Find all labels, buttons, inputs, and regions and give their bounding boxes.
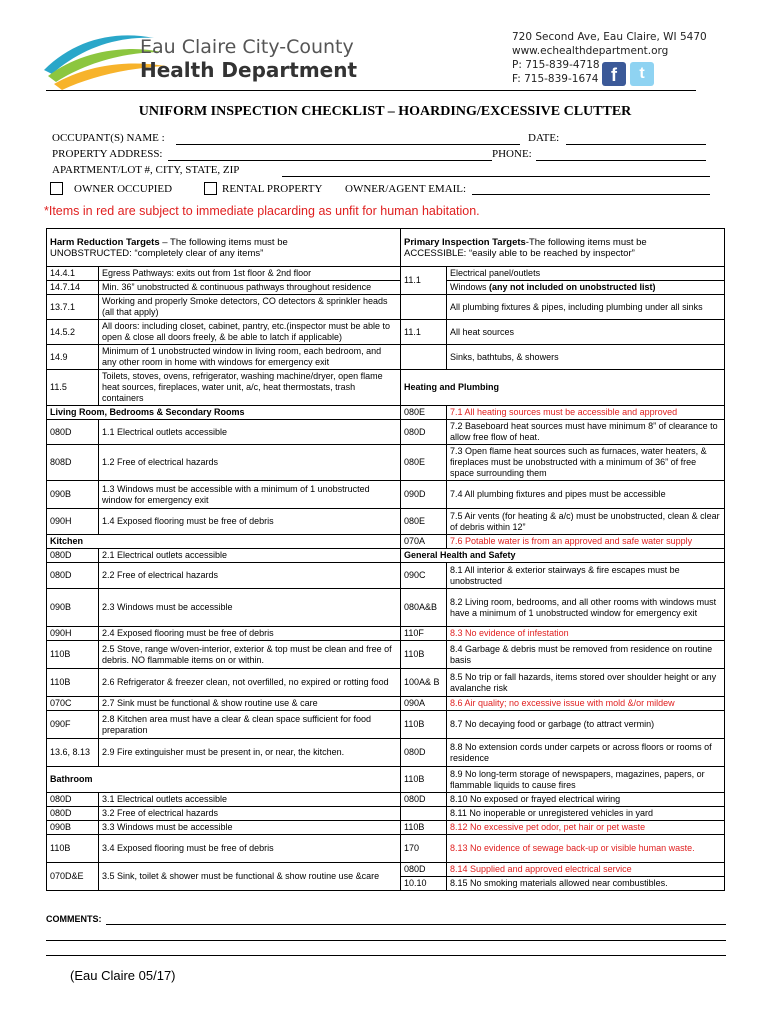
item-text: 8.15 No smoking materials allowed near combustibles.	[447, 877, 725, 891]
item-text: Toilets, stoves, ovens, refrigerator, washing machine/dryer, open flame heat sources, fireplaces, water unit, a/c, heat thermostats, trash containers	[99, 370, 401, 406]
owner-email-field[interactable]	[472, 194, 710, 195]
item-text: 8.13 No evidence of sewage back-up or visible human waste.	[447, 835, 725, 863]
harm-reduction-desc: – The following items must be	[159, 236, 288, 248]
item-code	[401, 345, 447, 370]
item-code: 13.6, 8.13	[47, 739, 99, 767]
phone-field[interactable]	[536, 160, 706, 161]
item-code: 110B	[47, 669, 99, 697]
kitchen-header: Kitchen	[47, 535, 401, 549]
comments-label: COMMENTS:	[46, 914, 102, 924]
property-address-field[interactable]	[168, 160, 492, 161]
item-text: 2.7 Sink must be functional & show routine use & care	[99, 697, 401, 711]
org-fax: F: 715-839-1674	[512, 73, 599, 85]
item-code: 080E	[401, 509, 447, 535]
item-code: 808D	[47, 445, 99, 481]
item-text: 8.12 No excessive pet odor, pet hair or pet waste	[447, 821, 725, 835]
item-code: 090H	[47, 509, 99, 535]
placard-warning: *Items in red are subject to immediate placarding as unfit for human habitation.	[44, 204, 480, 218]
form-version: (Eau Claire 05/17)	[70, 968, 176, 983]
item-code: 070A	[401, 535, 447, 549]
harm-reduction-sub: UNOBSTRUCTED: “completely clear of any items”	[50, 247, 264, 259]
item-code: 10.10	[401, 877, 447, 891]
item-text: 8.8 No extension cords under carpets or across floors or rooms of residence	[447, 739, 725, 767]
comments-line[interactable]	[46, 955, 726, 956]
item-code: 110F	[401, 627, 447, 641]
item-code: 090B	[47, 821, 99, 835]
org-name-line1: Eau Claire City-County	[140, 36, 354, 58]
primary-targets-sub: ACCESSIBLE: “easily able to be reached by inspector”	[404, 247, 635, 259]
item-text: 3.4 Exposed flooring must be free of debris	[99, 835, 401, 863]
item-code: 090B	[47, 589, 99, 627]
owner-email-label: OWNER/AGENT EMAIL:	[345, 183, 467, 195]
windows-note: (any not included on unobstructed list)	[489, 282, 656, 292]
item-text: All plumbing fixtures & pipes, including plumbing under all sinks	[447, 295, 725, 320]
primary-targets-desc: -The following items must be	[525, 236, 647, 248]
item-text: Electrical panel/outlets	[447, 267, 725, 281]
item-text	[447, 281, 725, 295]
item-text: 2.2 Free of electrical hazards	[99, 563, 401, 589]
item-code: 14.9	[47, 345, 99, 370]
item-code: 11.5	[47, 370, 99, 406]
item-text: 8.10 No exposed or frayed electrical wiring	[447, 793, 725, 807]
item-text: 8.7 No decaying food or garbage (to attract vermin)	[447, 711, 725, 739]
item-text: 8.9 No long-term storage of newspapers, magazines, papers, or flammable liquids to cause fires	[447, 767, 725, 793]
org-website[interactable]: www.echealthdepartment.org	[512, 45, 669, 57]
item-code: 080D	[47, 793, 99, 807]
header-divider	[46, 90, 696, 91]
item-text: Min. 36” unobstructed & continuous pathways throughout residence	[99, 281, 401, 295]
item-code: 080D	[47, 807, 99, 821]
rental-property-label: RENTAL PROPERTY	[222, 183, 323, 195]
page-title: UNIFORM INSPECTION CHECKLIST – HOARDING/EXCESSIVE CLUTTER	[138, 104, 632, 119]
item-text: 1.2 Free of electrical hazards	[99, 445, 401, 481]
occupant-field[interactable]	[176, 144, 520, 145]
rental-property-checkbox[interactable]	[204, 182, 217, 195]
item-code: 14.5.2	[47, 320, 99, 345]
apartment-label: APARTMENT/LOT #, CITY, STATE, ZIP	[52, 164, 240, 176]
twitter-icon[interactable]: t	[630, 62, 654, 86]
item-text: 2.8 Kitchen area must have a clear & clean space sufficient for food preparation	[99, 711, 401, 739]
general-health-header: General Health and Safety	[401, 549, 725, 563]
item-code: 100A& B	[401, 669, 447, 697]
primary-targets-title: Primary Inspection Targets	[404, 236, 526, 248]
item-code: 080D	[47, 420, 99, 445]
item-code: 170	[401, 835, 447, 863]
item-text: All heat sources	[447, 320, 725, 345]
windows-text: Windows	[450, 282, 490, 292]
item-code: 11.1	[401, 267, 447, 295]
item-code: 080D	[47, 549, 99, 563]
item-text: 8.6 Air quality; no excessive issue with mold &/or mildew	[447, 697, 725, 711]
org-address: 720 Second Ave, Eau Claire, WI 5470	[512, 31, 707, 43]
item-text: 1.3 Windows must be accessible with a minimum of 1 unobstructed window for emergency exit	[99, 481, 401, 509]
item-code: 080D	[47, 563, 99, 589]
item-code: 080D	[401, 420, 447, 445]
item-text: Working and properly Smoke detectors, CO detectors & sprinkler heads (all that apply)	[99, 295, 401, 320]
item-text: 3.3 Windows must be accessible	[99, 821, 401, 835]
item-code: 110B	[401, 711, 447, 739]
bathroom-header: Bathroom	[47, 767, 401, 793]
item-text: 8.5 No trip or fall hazards, items stored over shoulder height or any avalanche risk	[447, 669, 725, 697]
date-label: DATE:	[528, 132, 560, 144]
item-code: 110B	[401, 767, 447, 793]
item-text: 2.4 Exposed flooring must be free of debris	[99, 627, 401, 641]
item-text: 3.1 Electrical outlets accessible	[99, 793, 401, 807]
item-text: Minimum of 1 unobstructed window in living room, each bedroom, and any other room in home with windows for emergency exit	[99, 345, 401, 370]
item-code: 080D	[401, 863, 447, 877]
item-text: 1.4 Exposed flooring must be free of debris	[99, 509, 401, 535]
item-code: 110B	[401, 641, 447, 669]
property-address-label: PROPERTY ADDRESS:	[52, 148, 163, 160]
item-text: 2.9 Fire extinguisher must be present in, or near, the kitchen.	[99, 739, 401, 767]
item-text: 3.2 Free of electrical hazards	[99, 807, 401, 821]
item-text: 3.5 Sink, toilet & shower must be functional & show routine use &care	[99, 863, 401, 891]
item-code: 090C	[401, 563, 447, 589]
date-field[interactable]	[566, 144, 706, 145]
item-code: 13.7.1	[47, 295, 99, 320]
item-text: 8.11 No inoperable or unregistered vehicles in yard	[447, 807, 725, 821]
item-code: 11.1	[401, 320, 447, 345]
item-text: 7.6 Potable water is from an approved and safe water supply	[447, 535, 725, 549]
occupant-label: OCCUPANT(S) NAME :	[52, 132, 165, 144]
item-text: All doors: including closet, cabinet, pantry, etc.(inspector must be able to open & close all doors freely, & be able to latch if applicable)	[99, 320, 401, 345]
item-code: 080D	[401, 793, 447, 807]
item-text: 2.3 Windows must be accessible	[99, 589, 401, 627]
primary-targets-header	[401, 229, 725, 267]
harm-reduction-header	[47, 229, 401, 267]
owner-occupied-label: OWNER OCCUPIED	[74, 183, 173, 195]
item-code: 14.7.14	[47, 281, 99, 295]
facebook-icon[interactable]: f	[602, 62, 626, 86]
item-text: 8.4 Garbage & debris must be removed from residence on routine basis	[447, 641, 725, 669]
item-code: 070D&E	[47, 863, 99, 891]
item-code: 080A&B	[401, 589, 447, 627]
item-code: 090F	[47, 711, 99, 739]
item-text: 8.2 Living room, bedrooms, and all other rooms with windows must have a minimum of 1 unobstructed window for emergency exit	[447, 589, 725, 627]
item-code: 110B	[47, 835, 99, 863]
item-code	[401, 807, 447, 821]
item-text: 1.1 Electrical outlets accessible	[99, 420, 401, 445]
item-text: 7.1 All heating sources must be accessible and approved	[447, 406, 725, 420]
item-text: 7.4 All plumbing fixtures and pipes must be accessible	[447, 481, 725, 509]
harm-reduction-title: Harm Reduction Targets	[50, 236, 160, 248]
item-code: 110B	[47, 641, 99, 669]
item-code: 080D	[401, 739, 447, 767]
item-text: 2.6 Refrigerator & freezer clean, not overfilled, no expired or rotting food	[99, 669, 401, 697]
living-rooms-header: Living Room, Bedrooms & Secondary Rooms	[47, 406, 401, 420]
item-text: 7.3 Open flame heat sources such as furnaces, water heaters, & fireplaces must be unobstructed with a minimum of 36” of free space surrounding them	[447, 445, 725, 481]
item-text: 8.3 No evidence of infestation	[447, 627, 725, 641]
item-text: 8.14 Supplied and approved electrical service	[447, 863, 725, 877]
item-code: 110B	[401, 821, 447, 835]
item-text: 7.2 Baseboard heat sources must have minimum 8” of clearance to allow free flow of heat.	[447, 420, 725, 445]
comments-line[interactable]	[46, 940, 726, 941]
item-text: Egress Pathways: exits out from 1st floor & 2nd floor	[99, 267, 401, 281]
apartment-field[interactable]	[282, 176, 710, 177]
item-text: 2.5 Stove, range w/oven-interior, exterior & top must be clean and free of debris. NO flammable items on or within.	[99, 641, 401, 669]
item-text: 8.1 All interior & exterior stairways & fire escapes must be unobstructed	[447, 563, 725, 589]
inspection-checklist-table	[46, 228, 725, 891]
item-code: 090A	[401, 697, 447, 711]
item-text: Sinks, bathtubs, & showers	[447, 345, 725, 370]
item-code: 070C	[47, 697, 99, 711]
item-code: 080E	[401, 445, 447, 481]
item-code	[401, 295, 447, 320]
item-text: 7.5 Air vents (for heating & a/c) must be unobstructed, clean & clear of debris within 12”	[447, 509, 725, 535]
org-phone: P: 715-839-4718	[512, 59, 600, 71]
owner-occupied-checkbox[interactable]	[50, 182, 63, 195]
item-code: 090B	[47, 481, 99, 509]
heating-plumbing-header: Heating and Plumbing	[401, 370, 725, 406]
comments-line[interactable]	[106, 924, 726, 925]
item-code: 14.4.1	[47, 267, 99, 281]
item-code: 080E	[401, 406, 447, 420]
item-text: 2.1 Electrical outlets accessible	[99, 549, 401, 563]
item-code: 090H	[47, 627, 99, 641]
org-name-line2: Health Department	[140, 58, 358, 82]
item-code: 090D	[401, 481, 447, 509]
phone-label: PHONE:	[492, 148, 532, 160]
